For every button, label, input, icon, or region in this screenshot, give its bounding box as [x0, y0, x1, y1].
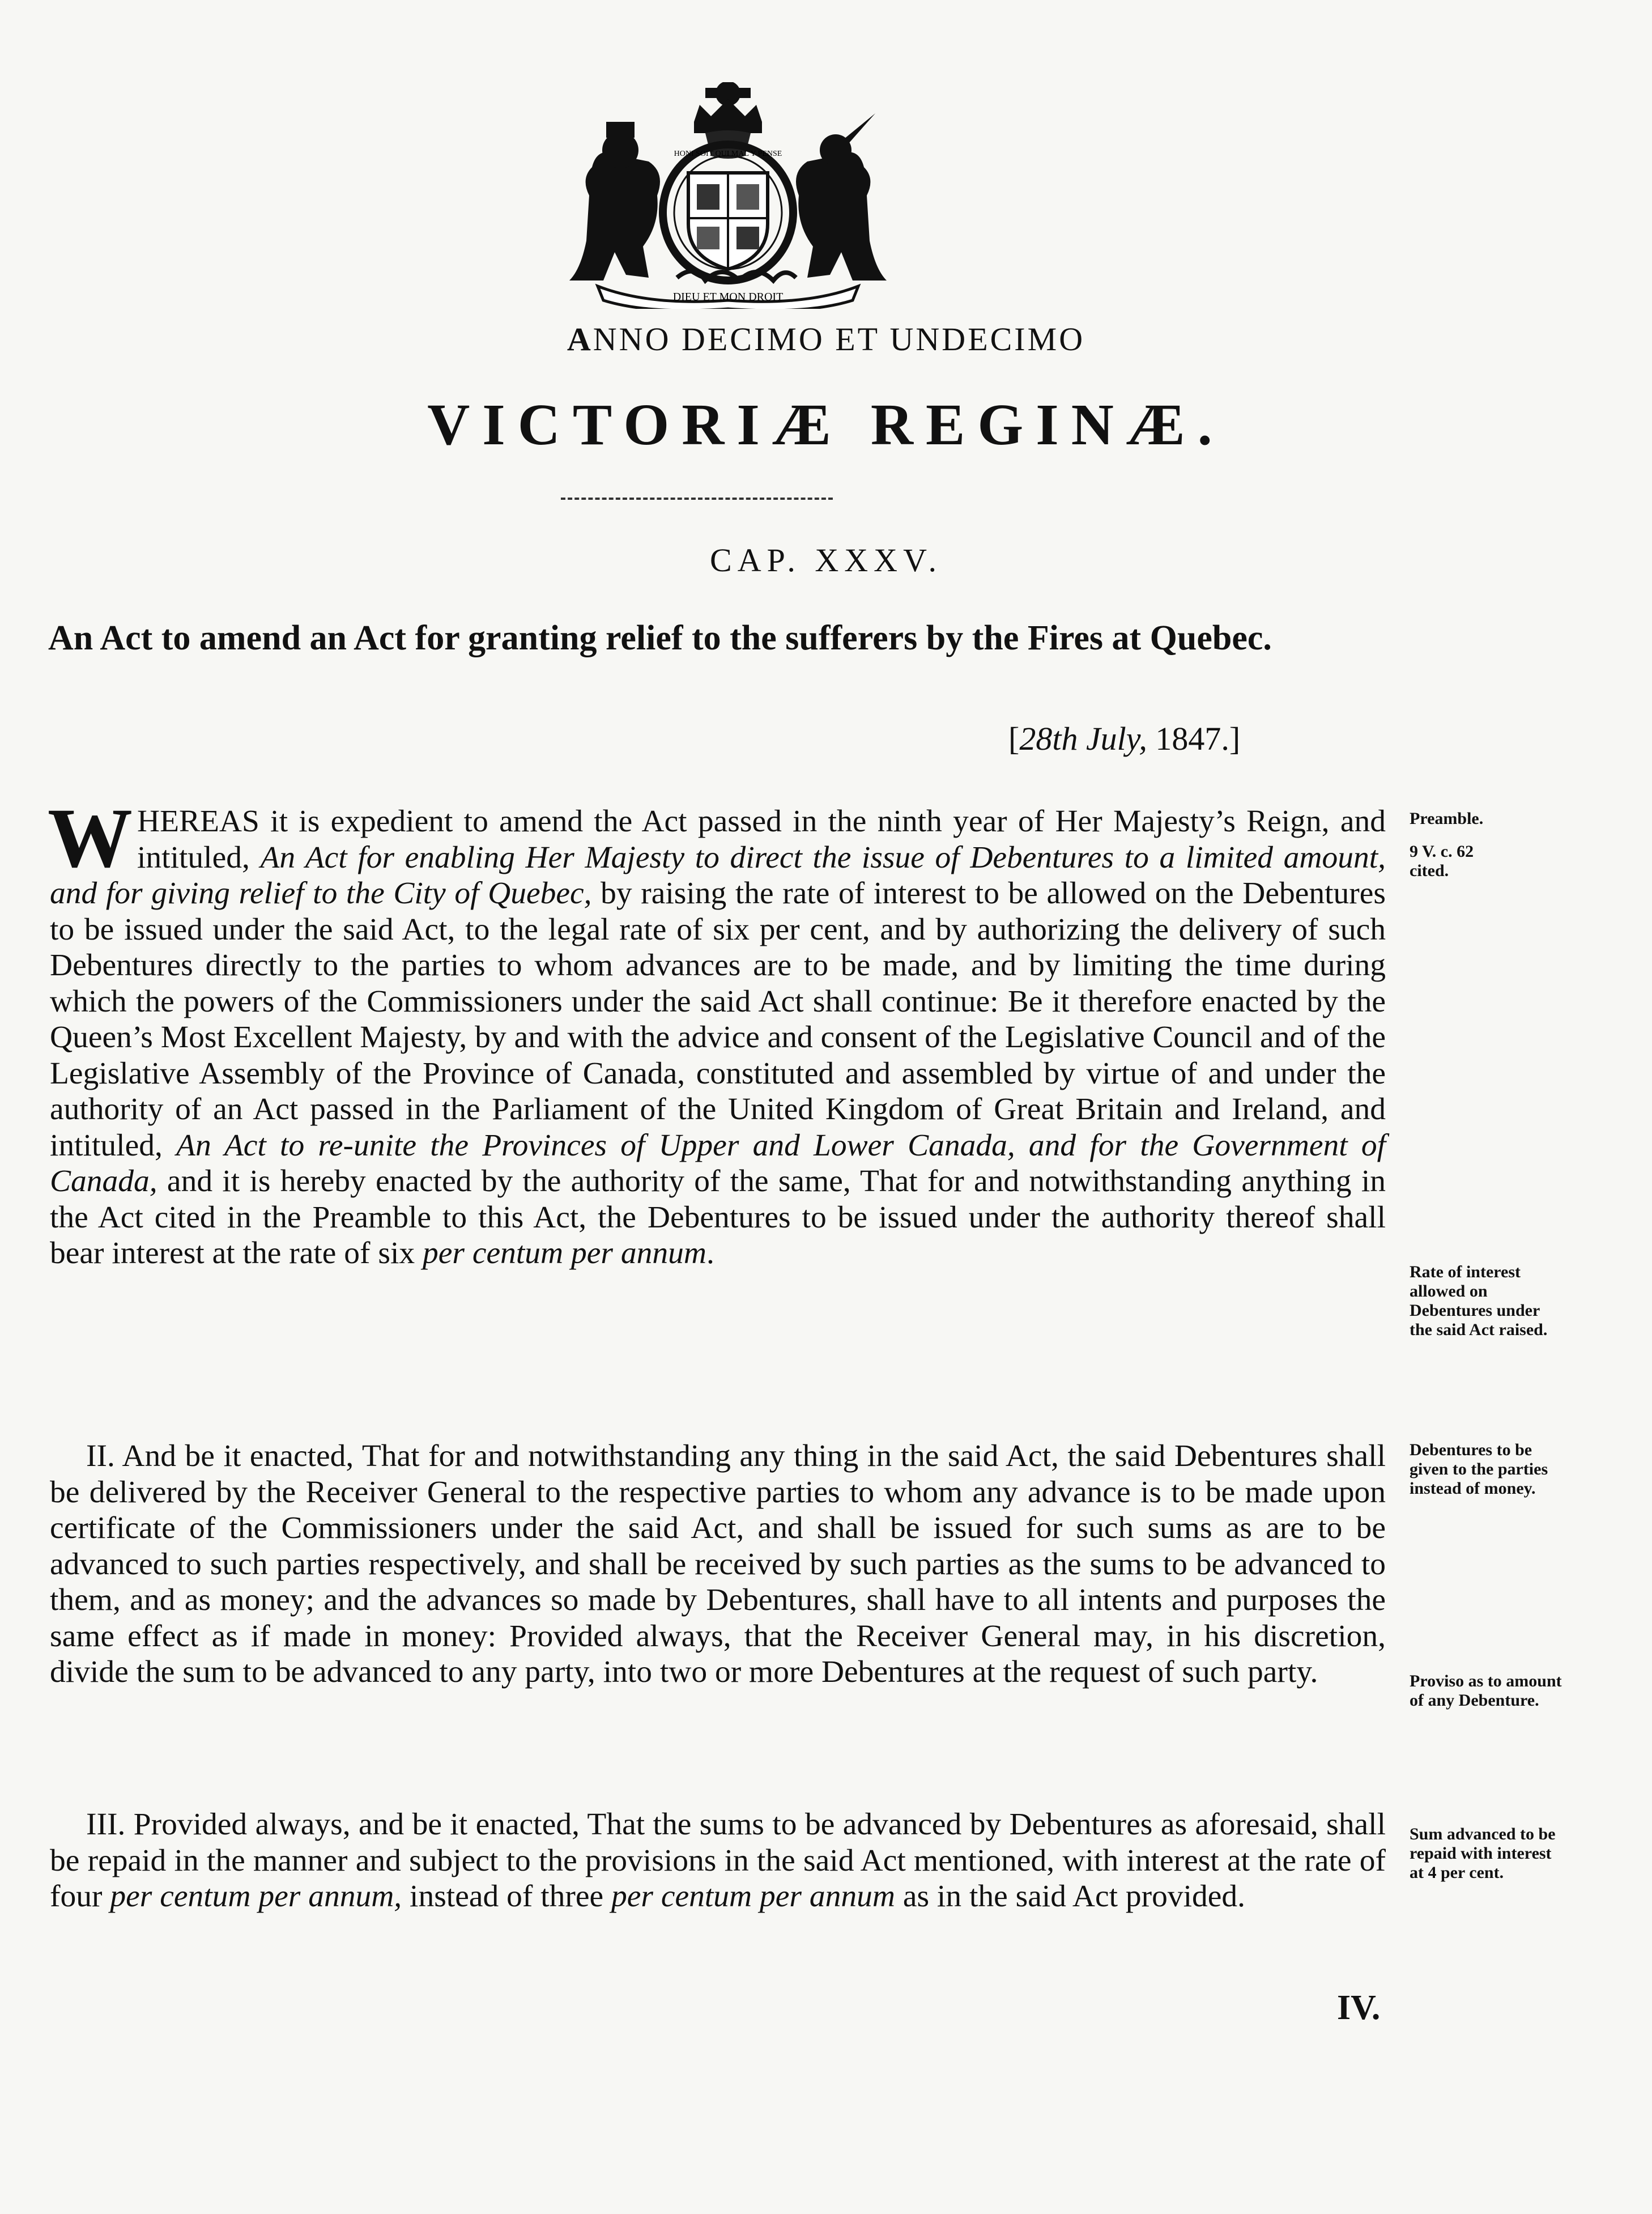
- margin-note-debentures: Debentures to be given to the parties instead of money.: [1410, 1440, 1548, 1498]
- regnal-title: VICTORIÆ REGINÆ.: [427, 392, 1225, 457]
- margin-note-repaid: Sum advanced to be repaid with interest at 4 per cent.: [1410, 1825, 1556, 1882]
- shield-icon: [688, 173, 768, 269]
- regnal-year-rest: NNO DECIMO ET UNDECIMO: [593, 321, 1085, 358]
- section-2: II. And be it enacted, That for and notwithstanding any thing in the said Act, the said Debentures shall be delivered by the Receiver General to the respective parties to whom any advance is to be made upon certificate of the Commissioners under the said Act, and shall be issued for such sums as are to be advanced to such parties respectively, and shall be received by such parties as the sums to be advanced to them, and as money; and the advances so made by Debentures, shall have to all intents and purposes the same effect as if made in money: Provided always, that the Receiver General may, in his discretion, divide the sum to be advanced to any party, into two or more Debentures at the request of such party.: [50, 1439, 1386, 1689]
- assent-date: [1008, 720, 1240, 758]
- margin-note-preamble: Preamble.: [1410, 809, 1484, 828]
- lion-supporter-icon: [569, 122, 660, 281]
- garter-motto-text: HONI SOIT QUI MAL Y PENSE: [674, 150, 782, 158]
- catchword: IV.: [1337, 1988, 1381, 2027]
- margin-note-cited: 9 V. c. 62 cited.: [1410, 842, 1474, 880]
- crest-motto-text: DIEU ET MON DROIT: [672, 291, 784, 303]
- section-3-text-3: as in the said Act provided.: [895, 1879, 1246, 1914]
- section-3-italic-2: per centum per annum: [611, 1879, 895, 1914]
- crown-icon: [694, 82, 762, 133]
- date-year: 1847.]: [1147, 720, 1241, 757]
- regnal-year-line: [0, 320, 1652, 358]
- union-act-title: An Act to re-unite the Provinces of Upper and Lower Canada, and for the Government of Canada,: [50, 1128, 1386, 1199]
- preamble-section-1: [48, 791, 1386, 1272]
- date-day: 28th July,: [1019, 720, 1147, 757]
- section-divider: [561, 498, 833, 500]
- preamble-cited-act-title: An Act for enabling Her Majesty to direct the issue of Debentures to a limited amount, and for giving relief to the City of Quebec,: [50, 840, 1386, 911]
- margin-note-proviso: Proviso as to amount of any Debenture.: [1410, 1672, 1562, 1710]
- drop-cap: W: [48, 791, 133, 885]
- section-3-text-2: instead of three: [402, 1879, 612, 1914]
- per-centum-phrase: per centum per annum: [423, 1236, 706, 1270]
- chapter-number: CAP. XXXV.: [710, 542, 942, 579]
- act-title: An Act to amend an Act for granting relief to the sufferers by the Fires at Quebec.: [48, 619, 1272, 657]
- regnal-year-initial: A: [567, 321, 593, 358]
- margin-note-rate: Rate of interest allowed on Debentures under the said Act raised.: [1410, 1263, 1548, 1339]
- unicorn-supporter-icon: [796, 113, 887, 281]
- preamble-text-2: by raising the rate of interest to be allowed on the Debentures to be issued under the said Act, to the legal rate of six per cent, and by authorizing the delivery of such Debentures directly to the parties to whom advances are to be made, and by limiting the time during which the powers of the Commissioners under the said Act shall continue: Be it therefore enacted by the Queen’s Most Excellent Majesty, by and with the advice and consent of the Legislative Council and of the Legislative Assembly of the Province of Canada, constituted and assembled by virtue of and under the authority of an Act passed in the Parliament of the United Kingdom of Great Britain and Ireland, and intituled,: [50, 876, 1386, 1163]
- preamble-text-1: HEREAS it is expedient to amend the Act passed in the ninth year of Her Majesty’s Reign, and intituled,: [137, 804, 1386, 875]
- section-3: [50, 1807, 1386, 1915]
- section-3-text-1: III. Provided always, and be it enacted, That the sums to be advanced by Debentures as aforesaid, shall be repaid in the manner and subject to the provisions in the said Act mentioned, with interest at the rate of four: [50, 1807, 1386, 1914]
- section-3-italic-1: per centum per annum,: [110, 1879, 402, 1914]
- date-open-bracket: [: [1008, 720, 1020, 757]
- royal-coat-of-arms: [535, 82, 921, 309]
- preamble-text-4: .: [706, 1236, 714, 1270]
- preamble-text-3: and it is hereby enacted by the authority of the same, That for and notwithstanding anything in the Act cited in the Preamble to this Act, the Debentures to be issued under the authority thereof shall bear interest at the rate of six: [50, 1164, 1386, 1270]
